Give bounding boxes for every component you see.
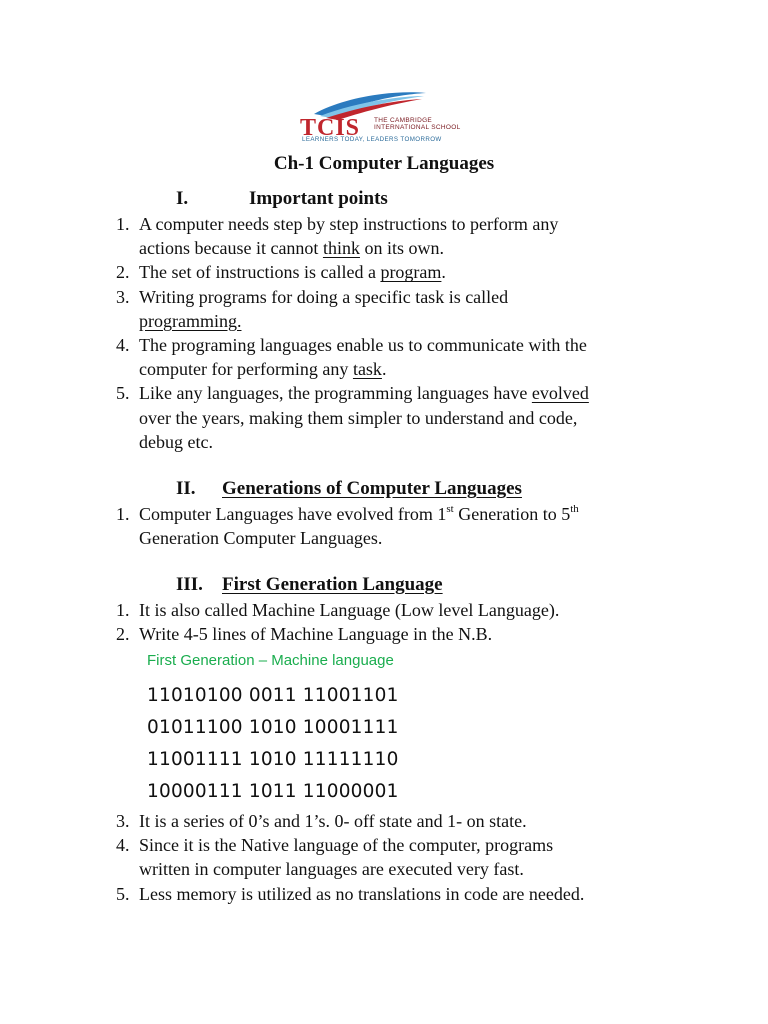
item-text: Since it is the Native language of the computer, programs (139, 835, 554, 856)
underlined-term: evolved (531, 383, 589, 404)
important-points-list (0, 212, 659, 454)
item-text: debug etc. (139, 431, 213, 452)
machine-code-row: 11010100 0011 11001101 (147, 685, 399, 706)
underlined-term: programming. (139, 310, 242, 331)
item-text: Generation Computer Languages. (139, 528, 383, 549)
item-number: 1. (116, 214, 130, 234)
item-text: Writing programs for doing a specific task is called (139, 286, 509, 307)
list-item (0, 381, 659, 454)
generations-list (0, 502, 659, 550)
item-text: . (441, 262, 446, 283)
item-number: 3. (116, 811, 130, 831)
section-numeral: I. (176, 188, 189, 209)
item-number: 1. (116, 600, 130, 620)
item-text: Less memory is utilized as no translations in code are needed. (139, 883, 585, 904)
list-item (0, 502, 659, 550)
list-item (0, 285, 659, 333)
machine-code-row: 10000111 1011 11000001 (147, 781, 399, 802)
item-text: over the years, making them simpler to understand and code, (139, 407, 578, 428)
logo-name-line1: THE CAMBRIDGE (374, 117, 433, 124)
underlined-term: think (322, 238, 360, 259)
item-number: 4. (116, 835, 130, 856)
item-text: The programing languages enable us to communicate with the (139, 335, 587, 356)
section-numeral: II. (176, 478, 196, 499)
list-item (0, 809, 659, 833)
item-number: 1. (116, 504, 130, 524)
section-title: Generations of Computer Languages (222, 478, 522, 499)
item-text: written in computer languages are executed very fast. (139, 859, 524, 880)
item-text: Like any languages, the programming languages have (139, 383, 532, 404)
item-text: on its own. (359, 238, 444, 259)
machine-language-figure (147, 650, 399, 808)
item-number: 5. (116, 883, 130, 904)
item-number: 3. (116, 286, 130, 307)
item-text: . (381, 359, 387, 380)
logo-school-name (374, 117, 461, 132)
underlined-term: program (380, 262, 442, 283)
superscript: st (446, 503, 454, 515)
list-item (0, 333, 659, 381)
item-text: Write 4-5 lines of Machine Language in the N.B. (139, 624, 493, 645)
item-number: 2. (116, 624, 130, 645)
logo-tagline: LEARNERS TODAY, LEADERS TOMORROW (302, 136, 442, 143)
list-item (0, 598, 659, 622)
machine-language-title: First Generation – Machine language (147, 652, 394, 669)
item-text: Generation to 5 (453, 504, 571, 524)
item-text: Computer Languages have evolved from 1 (139, 504, 447, 524)
machine-code-row: 11001111 1010 11111110 (147, 749, 399, 770)
list-item (0, 260, 659, 284)
item-text: It is a series of 0’s and 1’s. 0- off state and 1- on state. (139, 811, 527, 831)
underlined-term: task (352, 359, 382, 380)
machine-code-row: 01011100 1010 10001111 (147, 717, 399, 738)
list-item (0, 882, 659, 906)
section-numeral: III. (176, 574, 203, 595)
section-title: First Generation Language (222, 574, 443, 595)
school-logo (296, 90, 492, 146)
logo-name-line2: INTERNATIONAL SCHOOL (374, 124, 461, 132)
page-title: Ch-1 Computer Languages (273, 153, 495, 174)
section-title: Important points (249, 188, 388, 209)
superscript: th (570, 503, 579, 515)
item-text: computer for performing any (139, 359, 353, 380)
item-number: 2. (116, 262, 130, 283)
first-generation-list-a (0, 598, 659, 646)
item-text: It is also called Machine Language (Low level Language). (139, 600, 560, 620)
item-text: A computer needs step by step instructions to perform any (139, 214, 559, 234)
item-text: The set of instructions is called a (139, 262, 381, 283)
list-item (0, 833, 659, 881)
item-text: actions because it cannot (139, 238, 323, 259)
first-generation-list-b (0, 809, 659, 906)
logo-abbr: TCIS (300, 115, 361, 141)
item-number: 5. (116, 383, 130, 404)
list-item (0, 622, 659, 646)
item-number: 4. (116, 335, 130, 356)
list-item (0, 212, 659, 260)
